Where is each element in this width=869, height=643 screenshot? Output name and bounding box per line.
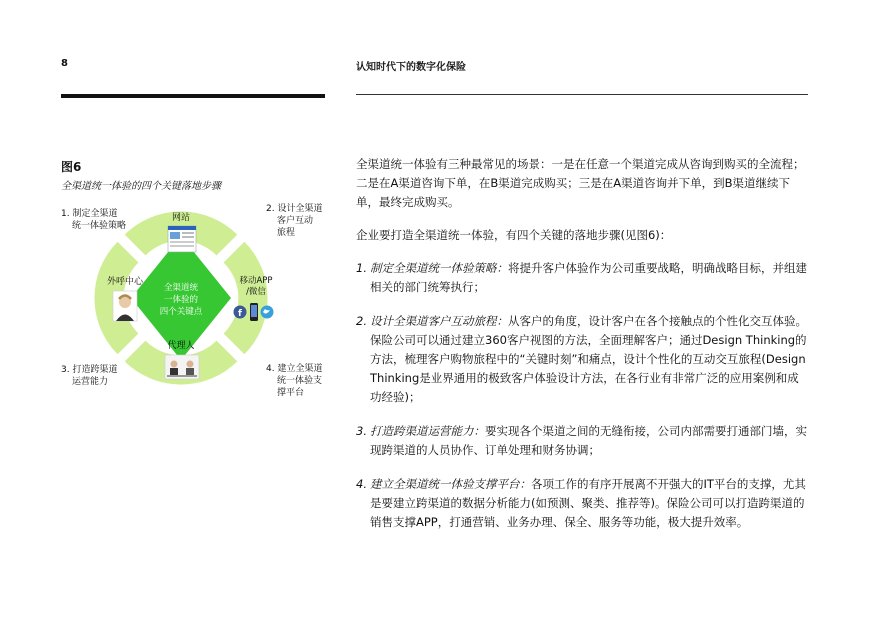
step-title: 打造跨渠道运营能力： — [370, 424, 485, 438]
step-text: 从客户的角度，设计客户在各个接触点的个性化交互体验。保险公司可以通过建立360客户视图的方法，全面理解客户；通过Design Thinking的方法，梳理客户购物旅程中的“关键时刻”和痛点，设计个性化的互动交互旅程(Design Thinking是业界通用的极致客户体验设计方法，在各行业有非常广泛的应用案例和成功经验)； — [370, 314, 807, 404]
list-item-step-2: 2. 设计全渠道客户互动旅程：从客户的角度，设计客户在各个接触点的个性化交互体验。保险公司可以通过建立360客户视图的方法，全面理解客户；通过Design Thinking的方法，梳理客户购物旅程中的“关键时刻”和痛点，设计个性化的互动交互旅程(Design Thinking是业界通用的极致客户体验设计方法，在各行业有非常广泛的应用案例和成功经验)； — [356, 314, 807, 404]
segment-label-mobile-app-1: 移动APP — [239, 276, 273, 286]
list-item-step-4: 4. 建立全渠道统一体验支撑平台：各项工作的有序开展离不开强大的IT平台的支撑，尤其是要建立跨渠道的数据分析能力(如预测、聚类、推荐等)。保险公司可以打造跨渠道的销售支撑APP，打通营销、业务办理、保全、服务等功能，极大提升效率。 — [356, 477, 806, 529]
omnichannel-diagram — [95, 200, 273, 388]
step-text: 要实现各个渠道之间的无缝衔接，公司内部需要打通部门墙，实现跨渠道的人员协作、订单处理和财务协调； — [370, 424, 807, 457]
segment-label-website: 网站 — [171, 213, 191, 223]
step-title: 建立全渠道统一体验支撑平台： — [370, 477, 531, 491]
website-thumbnail-icon — [168, 226, 196, 252]
center-text-line-1: 全渠道统 — [163, 283, 199, 293]
list-item-step-1: 1. 制定全渠道统一体验策略：将提升客户体验作为公司重要战略，明确战略目标，并组建相关的部门统筹执行； — [356, 261, 807, 294]
svg-text:f: f — [238, 309, 242, 319]
segment-label-agent: 代理人 — [167, 341, 195, 351]
segment-label-mobile-app-2: /微信 — [246, 287, 266, 297]
corner-label-step-1: 1. 制定全渠道 统一体验策略 — [61, 209, 127, 231]
figure-label: 图6 — [61, 160, 82, 174]
lead-in-paragraph: 企业要打造全渠道统一体验，有四个关键的落地步骤(见图6)： — [356, 228, 672, 242]
step-text: 将提升客户体验作为公司重要战略，明确战略目标，并组建相关的部门统筹执行； — [370, 261, 807, 294]
list-item-step-3: 3. 打造跨渠道运营能力：要实现各个渠道之间的无缝衔接，公司内部需要打通部门墙，实现跨渠道的人员协作、订单处理和财务协调； — [356, 424, 807, 457]
center-text-line-2: 一体验的 — [163, 295, 199, 305]
header-rule-right — [356, 94, 808, 95]
phone-icon — [250, 303, 258, 321]
intro-paragraph: 全渠道统一体验有三种最常见的场景：一是在任意一个渠道完成从咨询到购买的全流程；二是在A渠道咨询下单，在B渠道完成购买；三是在A渠道咨询并下单，到B渠道继续下单，最终完成购买。 — [356, 157, 805, 209]
steps-list — [356, 259, 810, 532]
running-title: 认知时代下的数字化保险 — [356, 62, 466, 73]
agent-meeting-icon — [165, 355, 199, 379]
step-text: 各项工作的有序开展离不开强大的IT平台的支撑，尤其是要建立跨渠道的数据分析能力(如预测、聚类、推荐等)。保险公司可以打造跨渠道的销售支撑APP，打通营销、业务办理、保全、服务等功能，极大提升效率。 — [370, 477, 806, 529]
twitter-icon — [261, 306, 274, 319]
center-text-line-3: 四个关键点 — [159, 307, 203, 317]
step-title: 设计全渠道客户互动旅程： — [370, 314, 508, 328]
segment-label-call-center: 外呼中心 — [106, 277, 144, 287]
header-rule-left — [61, 94, 325, 98]
body-text — [356, 155, 810, 547]
call-center-agent-icon — [113, 291, 137, 321]
corner-label-step-3: 3. 打造跨渠道 运营能力 — [61, 365, 118, 387]
page-number: 8 — [61, 58, 68, 69]
figure-caption: 全渠道统一体验的四个关键落地步骤 — [61, 181, 221, 192]
corner-label-step-2: 2. 设计全渠道 客户互动 旅程 — [266, 204, 323, 238]
corner-label-step-4: 4. 建立全渠道 统一体验支 撑平台 — [266, 364, 323, 398]
step-title: 制定全渠道统一体验策略： — [370, 261, 508, 275]
